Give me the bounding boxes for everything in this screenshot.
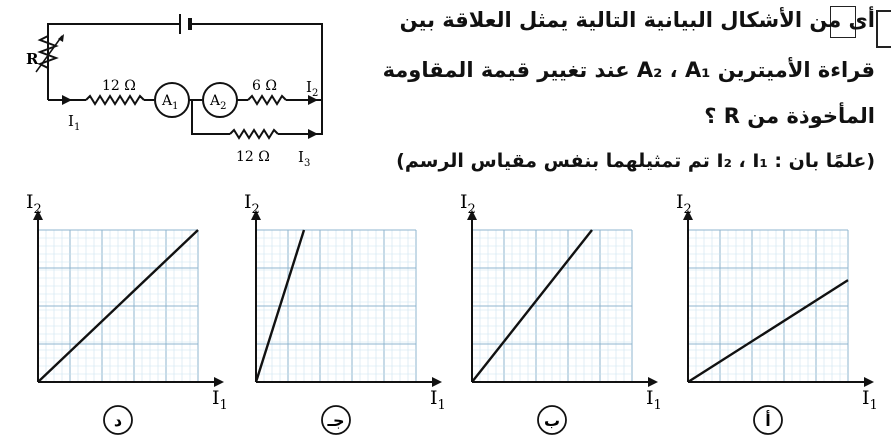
question-note: (علمًا بان : I₂ ، I₁ تم تمثيلهما بنفس مقياس الرسم) — [396, 150, 875, 172]
r1-label: 12 Ω — [102, 78, 136, 94]
graph-option-2 — [232, 188, 446, 440]
option-label: د — [113, 411, 123, 430]
r2-label: 6 Ω — [252, 78, 277, 94]
option-label: جـ — [327, 411, 345, 430]
ammeter2-label: $A_2$ — [210, 93, 227, 112]
question-bracket — [876, 10, 891, 48]
rheostat-label: R — [26, 50, 39, 68]
arrow-i3 — [308, 129, 318, 139]
option-label: أ — [765, 411, 771, 430]
y-axis-label: $I_2$ — [676, 191, 692, 217]
question-line-3: المأخوذة من R ؟ — [704, 104, 875, 128]
current1-label: $I_1$ — [68, 112, 81, 133]
resistor-6-ohm — [248, 96, 286, 104]
resistor-12-ohm-2 — [230, 130, 278, 138]
option-label: ب — [543, 411, 561, 430]
y-axis-label: $I_2$ — [26, 191, 42, 217]
y-axis-label: $I_2$ — [244, 191, 260, 217]
arrow-i1 — [62, 95, 72, 105]
graph-option-4 — [664, 188, 878, 440]
r3-label: 12 Ω — [236, 149, 270, 165]
circuit-diagram — [20, 6, 340, 169]
question-line-1: أى من الأشكال البيانية التالية يمثل العلاقة بين — [399, 8, 875, 32]
current2-label: $I_2$ — [306, 78, 319, 99]
x-axis-label: $I_1$ — [646, 387, 662, 413]
graph-option-1 — [14, 188, 228, 440]
resistor-12-ohm-1 — [86, 96, 144, 104]
x-axis-label: $I_1$ — [212, 387, 228, 413]
current3-label: $I_3$ — [298, 148, 311, 169]
x-axis-label: $I_1$ — [862, 387, 878, 413]
graph-option-3 — [448, 188, 662, 440]
ammeter1-label: $A_1$ — [162, 93, 179, 112]
y-axis-label: $I_2$ — [460, 191, 476, 217]
x-axis-label: $I_1$ — [430, 387, 446, 413]
question-line-2: قراءة الأميترين A₂ ، A₁ عند تغيير قيمة المقاومة — [382, 58, 875, 82]
